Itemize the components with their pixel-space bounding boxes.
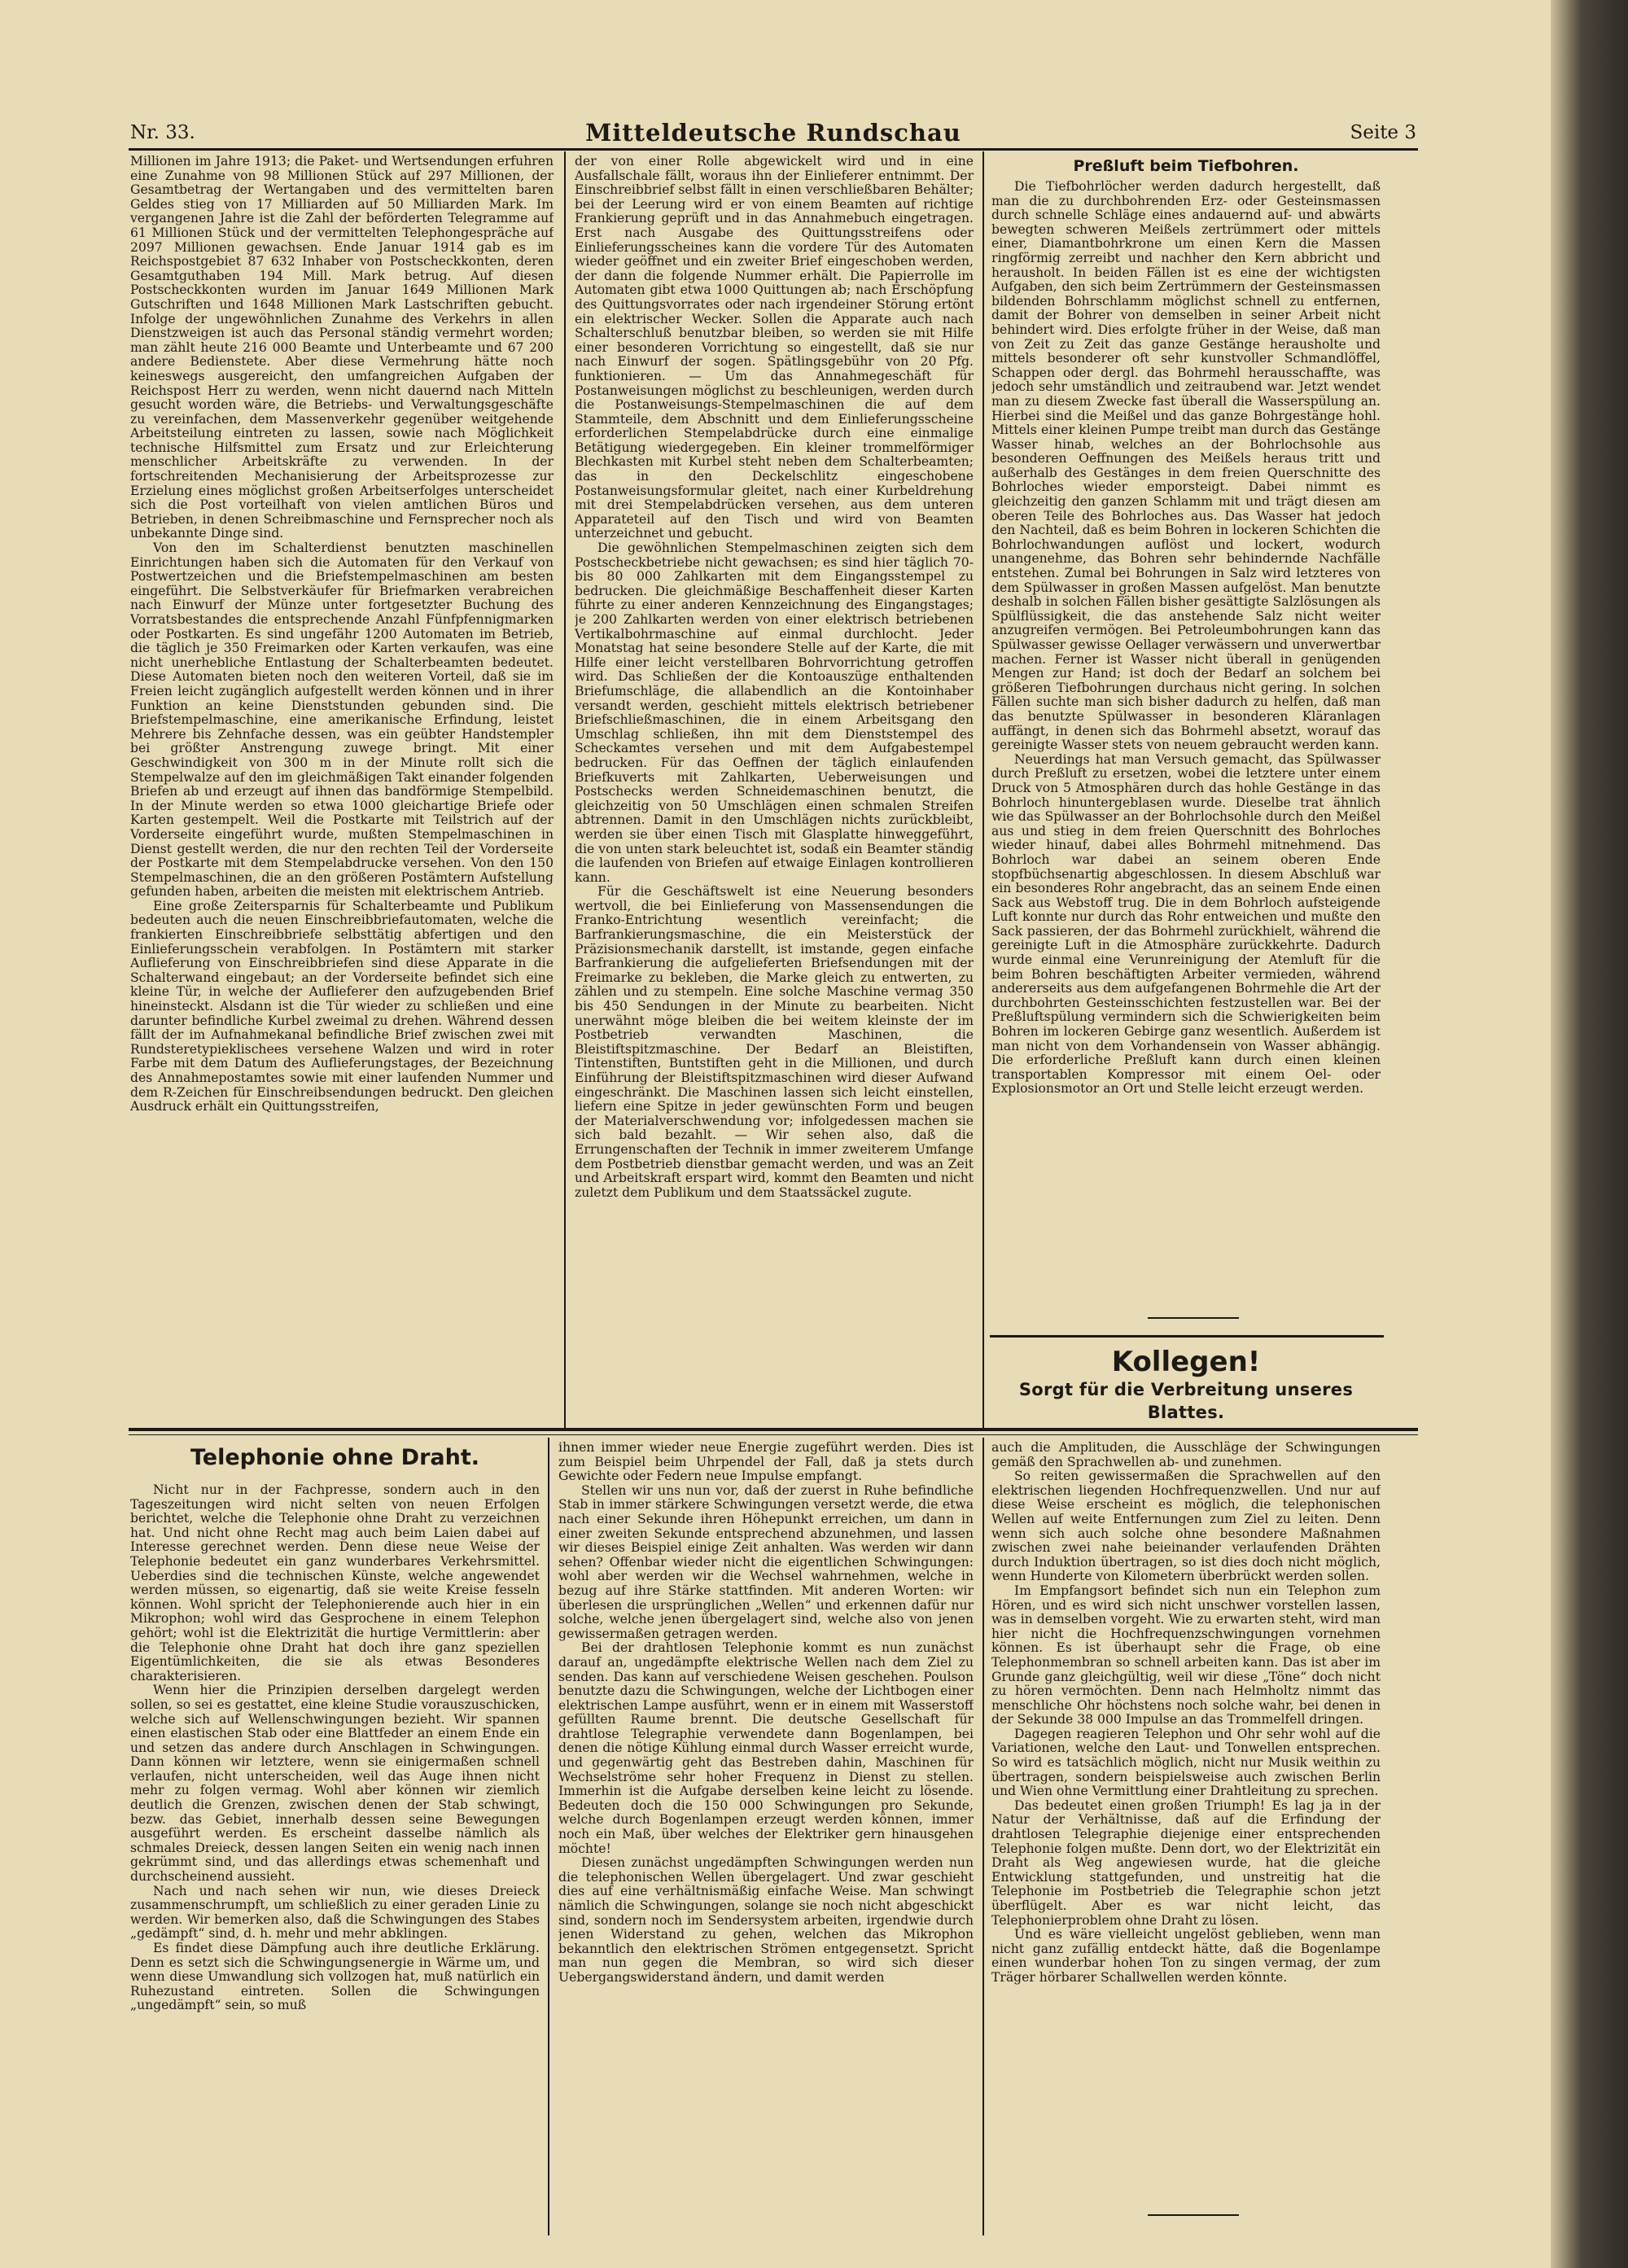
book-binding-edge xyxy=(1551,0,1628,2268)
page-number: Seite 3 xyxy=(1350,122,1416,143)
column-divider xyxy=(548,1438,549,2235)
ad-slogan: Sorgt für die Verbreitung unseres Blattes. xyxy=(1018,1380,1354,1422)
section-rule-thin xyxy=(129,1434,1418,1435)
column-divider xyxy=(564,151,566,1428)
header-rule xyxy=(129,148,1418,151)
advertisement xyxy=(995,1346,1377,1422)
article-column xyxy=(991,1441,1381,2206)
article-headline: Preßluft beim Tiefbohren. xyxy=(1073,157,1299,175)
paragraph: Im Empfangsort befindet sich nun ein Telephon zum Hören, und es wird sich nicht unschwer vorstellen lassen, was in demselben vorgeht. Wie zu erwarten steht, wird man hier nicht die Hochfrequenzschwingungen vornehmen können. Es ist überhaupt sehr die Frage, ob eine Telephonmembran so schnell arbeiten kann. Das ist aber im Grunde ganz gleichgültig, weil wir diese „Töne“ doch nicht zu hören vermöchten. Denn nach Helmholtz nimmt das menschliche Ohr höchstens noch solche wahr, bei denen in der Sekunde 38 000 Impulse an das Trommelfell dringen. xyxy=(991,1583,1381,1727)
paragraph: Nach und nach sehen wir nun, wie dieses Dreieck zusammenschrumpft, um schließlich zu einer geraden Linie zu werden. Wir bemerken also, daß die Schwingungen des Stabes „gedämpft“ sind, d. h. mehr und mehr abklingen. xyxy=(130,1883,540,1942)
article-end-rule xyxy=(1148,1317,1239,1319)
paragraph: ihnen immer wieder neue Energie zugeführt werden. Dies ist zum Beispiel beim Uhrpendel der Fall, daß ja stets durch Gewichte oder Federn neue Impulse empfangt. xyxy=(558,1441,974,1484)
paragraph: Bei der drahtlosen Telephonie kommt es nun zunächst darauf an, ungedämpfte elektrische Wellen nach dem Ziel zu senden. Das kann auf verschiedene Weisen geschehen. Poulson benutzte dazu die Schwingungen, welche der Lichtbogen einer elektrischen Lampe ausführt, wenn er in einem mit Wasserstoff gefüllten Raume brennt. Die deutsche Gesellschaft für drahtlose Telegraphie verwendete dann Bogenlampen, bei denen die nötige Kühlung einmal durch Wasser erreicht wurde, und gegenwärtig geht das Bestreben dahin, Maschinen für Wechselströme sehr hoher Frequenz in Dienst zu stellen. Immerhin ist die Aufgabe derselben keine leicht zu lösende. Bedeuten doch die 150 000 Schwingungen pro Sekunde, welche durch Bogenlampen erzeugt werden können, immer noch ein Maß, über welches der Elektriker gern hinausgehen möchte! xyxy=(558,1640,974,1856)
paragraph: Wenn hier die Prinzipien derselben dargelegt werden sollen, so sei es gestattet, eine kleine Studie vorauszuschicken, welche sich auf Wellenschwingungen bezieht. Wir spannen einen elastischen Stab oder eine Blattfeder an einem Ende ein und setzen das andere durch Anschlagen in Schwingungen. Dann können wir letztere, wenn sie einigermaßen schnell verlaufen, nicht unterscheiden, weil das Auge ihnen nicht mehr zu folgen vermag. Wohl aber können wir ziemlich deutlich die Grenzen, zwischen denen der Stab schwingt, bezw. das Gebiet, innerhalb dessen seine Bewegungen ausgeführt werden. Es erscheint dasselbe nämlich als schmales Dreieck, dessen langen Seiten ein wenig nach innen gekrümmt sind, und das allerdings etwas schemenhaft und durchscheinend aussieht. xyxy=(130,1683,540,1885)
issue-number: Nr. 33. xyxy=(130,122,195,143)
section-rule xyxy=(129,1428,1418,1431)
paragraph: der von einer Rolle abgewickelt wird und in eine Ausfallschale fällt, woraus ihn der Einlieferer entnimmt. Der Einschreibbrief selbst fällt in einen verschließbaren Behälter; bei der Leerung wird er von einem Beamten auf richtige Frankierung geprüft und in das Annahmebuch eingetragen. Erst nach Ausgabe des Quittungsstreifens oder Einlieferungsscheines kann die vordere Tür des Automaten wieder geöffnet und ein zweiter Brief eingeschoben werden, der dann die folgende Nummer erhält. Die Papierrolle im Automaten gibt etwa 1000 Quittungen ab; nach Erschöpfung des Quittungsvorrates oder nach irgendeiner Störung ertönt ein elektrischer Wecker. Sollen die Apparate auch nach Schalterschluß benutzbar bleiben, so werden sie mit Hilfe einer besonderen Vorrichtung so eingestellt, daß sie nur nach Einwurf der sogen. Spätlingsgebühr von 20 Pfg. funktionieren. — Um das Annahmegeschäft für Postanweisungen möglichst zu beschleunigen, werden durch die Postanweisungs-Stempelmaschinen die auf dem Stammteile, dem Abschnitt und dem Einlieferungsscheine erforderlichen Stempelabdrücke durch eine einmalige Betätigung wiedergegeben. Ein kleiner trommelförmiger Blechkasten mit Kurbel steht neben dem Schalterbeamten; das in den Deckelschlitz eingeschobene Postanweisungsformular gleitet, nach einer Kurbeldrehung mit drei Stempelabdrücken versehen, aus dem unteren Apparateteil auf den Tisch und wird von Beamten unterzeichnet und gebucht. xyxy=(575,155,974,541)
article-column xyxy=(991,180,1381,1320)
paragraph: Neuerdings hat man Versuch gemacht, das Spülwasser durch Preßluft zu ersetzen, wobei die letztere unter einem Druck von 5 Atmosphären durch das hohle Gestänge in das Bohrloch hinuntergeblasen wurde. Dieselbe trat ähnlich wie das Spülwasser an der Bohrlochsohle durch den Meißel aus und stieg in dem freien Querschnitt des Bohrloches wieder hinauf, dabei alles Bohrmehl mitnehmend. Das Bohrloch war dabei an seinem oberen Ende stopfbüchsenartig abgeschlossen. In diesem Abschluß war ein besonderes Rohr angebracht, das an seinem Ende einen Sack aus Webstoff trug. Die in dem Bohrloch aufsteigende Luft konnte nur durch das Rohr entweichen und mußte den Sack passieren, der das Bohrmehl zurückhielt, während die gereinigte Luft in die Atmosphäre zurückkehrte. Dadurch wurde einmal eine Verunreinigung der Atemluft für die beim Bohren beschäftigten Arbeiter vermieden, während andererseits aus dem aufgefangenen Bohrmehle die Art der durchbohrten Gesteinsschichten festzustellen war. Bei der Preßluftspülung vermindern sich die Schwierigkeiten beim Bohren im lockeren Gebirge ganz wesentlich. Außerdem ist man nicht von dem Vorhandensein von Wasser abhängig. Die erforderliche Preßluft kann durch einen kleinen transportablen Kompressor mit einem Oel- oder Explosionsmotor an Ort und Stelle leicht erzeugt werden. xyxy=(991,751,1381,1097)
paragraph: Und es wäre vielleicht ungelöst geblieben, wenn man nicht ganz zufällig entdeckt hätte, daß die Bogenlampe einen wunderbar hohen Ton zu singen vermag, der zum Träger hörbarer Schallwellen werden könnte. xyxy=(991,1927,1381,1985)
ad-heading: Kollegen! xyxy=(1111,1346,1261,1378)
paragraph: Eine große Zeitersparnis für Schalterbeamte und Publikum bedeuten auch die neuen Einschreibbriefautomaten, welche die frankierten Einschreibbriefe selbsttätig abfertigen und den Einlieferungsschein verabfolgen. In Postämtern mit starker Auflieferung von Einschreibbriefen sind diese Apparate in die Schalterwand eingebaut; an der Vorderseite befindet sich eine kleine Tür, in welche der Auflieferer den aufzugebenden Brief hineinsteckt. Alsdann ist die Tür wieder zu schließen und eine darunter befindliche Kurbel zweimal zu drehen. Während dessen fällt der im Aufnahmekanal befindliche Brief zwischen zwei mit Rundsteretypieklischees versehene Walzen und wird in roter Farbe mit dem Datum des Auflieferungstages, der Bezeichnung des Annahmepostamtes sowie mit einer laufenden Nummer und dem R-Zeichen für Einschreibsendungen bedruckt. Den gleichen Ausdruck erhält ein Quittungsstreifen, xyxy=(130,898,554,1114)
article-end-rule xyxy=(1148,2214,1239,2216)
paragraph: Für die Geschäftswelt ist eine Neuerung besonders wertvoll, die bei Einlieferung von Massensendungen die Franko-Entrichtung wesentlich vereinfacht; die Barfrankierungsmaschine, die ein Meisterstück der Präzisionsmechanik darstellt, ist imstande, gegen einfache Barfrankierung die aufgelieferten Briefsendungen mit der Freimarke zu bekleben, die Marke gleich zu entwerten, zu zählen und zu stempeln. Eine solche Maschine vermag 350 bis 450 Sendungen in der Minute zu bearbeiten. Nicht unerwähnt möge bleiben die bei weitem kleinste der im Postbetrieb verwandten Maschinen, die Bleistiftspitzmaschine. Der Bedarf an Bleistiften, Tintenstiften, Buntstiften geht in die Millionen, und durch Einführung der Bleistiftspitzmaschinen wird dieser Aufwand eingeschränkt. Die Maschinen lassen sich leicht einstellen, liefern eine Spitze in jeder gewünschten Form und beugen der Materialverschwendung vor; infolgedessen machen sie sich bald bezahlt. — Wir sehen also, daß die Errungenschaften der Technik in immer zweiterem Umfange dem Postbetrieb dienstbar gemacht werden, und was an Zeit und Arbeitskraft erspart wird, kommt den Beamten und nicht zuletzt dem Publikum und dem Staatssäckel zugute. xyxy=(575,884,974,1200)
paragraph: Das bedeutet einen großen Triumph! Es lag ja in der Natur der Verhältnisse, daß auf die Erfindung der drahtlosen Telegraphie diejenige einer entsprechenden Telephonie folgen mußte. Denn dort, wo der Elektrizität ein Draht als Weg angewiesen wurde, hat die gleiche Entwicklung stattgefunden, und unstreitig hat die Telephonie im Postbetrieb die Telegraphie schon jetzt überflügelt. Aber es war nicht leicht, das Telephonierproblem ohne Draht zu lösen. xyxy=(991,1797,1381,1928)
article-column xyxy=(558,1441,974,2234)
column-divider xyxy=(982,1438,984,2235)
paragraph: Die Tiefbohrlöcher werden dadurch hergestellt, daß man die zu durchbohrenden Erz- oder Gesteinsmassen durch schnelle Schläge eines andauernd auf- und abwärts bewegten schweren Meißels zertrümmert oder mittels einer, Diamantbohrkrone um einen Kern die Massen ringförmig zerreibt und nachher den Kern abbricht und herausholt. In beiden Fällen ist es eine der wichtigsten Aufgaben, den sich beim Zertrümmern der Gesteinsmassen bildenden Bohrschlamm möglichst schnell zu entfernen, damit der Bohrer von demselben in seiner Arbeit nicht behindert wird. Dies erfolgte früher in der Weise, daß man von Zeit zu Zeit das ganze Gestänge herausholte und mittels besonderer oft sehr kunstvoller Schmandlöffel, Schappen oder dergl. das Bohrmehl herausschaffte, was jedoch sehr umständlich und zeitraubend war. Jetzt wendet man zu diesem Zwecke fast überall die Wasserspülung an. Hierbei sind die Meißel und das ganze Bohrgestänge hohl. Mittels einer kleinen Pumpe treibt man durch das Gestänge Wasser hinab, welches an der Bohrlochsohle aus besonderen Oeffnungen des Meißels heraus tritt und außerhalb des Gestänges in dem freien Querschnitte des Bohrloches wieder emporsteigt. Dabei nimmt es gleichzeitig den ganzen Schlamm mit und trägt diesen am oberen Teile des Bohrloches aus. Das Wasser hat jedoch den Nachteil, daß es beim Bohren in lockeren Schichten die Bohrlochwandungen auflöst und lockert, wodurch unangenehme, das Bohren sehr behindernde Nachfälle entstehen. Zumal bei Bohrungen in Salz wird letzteres von dem Spülwasser in großen Massen aufgelöst. Man benutzte deshalb in solchen Fällen bisher gesättigte Salzlösungen als Spülflüssigkeit, die das anstehende Salz nicht weiter anzugreifen vermögen. Bei Petroleumbohrungen kann das Spülwasser gewisse Oellager verwässern und unverwertbar machen. Ferner ist Wasser nicht überall in genügenden Mengen zur Hand; ist doch der Bedarf an solchem bei größeren Tiefbohrungen durchaus nicht gering. In solchen Fällen suchte man sich bisher dadurch zu helfen, daß man das benutzte Spülwasser in besonderen Kläranlagen auffängt, in denen sich das Bohrmehl absetzt, worauf das gereinigte Wasser stets von neuem gebraucht werden kann. xyxy=(991,180,1381,753)
paragraph: Stellen wir uns nun vor, daß der zuerst in Ruhe befindliche Stab in immer stärkere Schwingungen versetzt werde, die etwa nach einer Sekunde ihren Höhepunkt erreichen, um dann in einer zweiten Sekunde entsprechend abzunehmen, und lassen wir dieses Beispiel einige Zeit anhalten. Was werden wir dann sehen? Offenbar wieder nicht die eigentlichen Schwingungen: wohl aber werden wir die Wechsel wahrnehmen, welche in bezug auf ihre Stärke stattfinden. Mit anderen Worten: wir überlesen die ursprünglichen „Wellen“ und erkennen dafür nur solche, welche jenen übergelagert sind, welche also von jenen gewissermaßen getragen werden. xyxy=(558,1482,974,1641)
article-headline: Telephonie ohne Draht. xyxy=(190,1445,480,1470)
article-column xyxy=(130,155,554,1425)
paragraph: Diesen zunächst ungedämpften Schwingungen werden nun die telephonischen Wellen übergelagert. Und zwar geschieht dies auf eine verhältnismäßig einfache Weise. Man schwingt nämlich die Schwingungen, solange sie noch nicht abgeschickt sind, sondern noch im Sendersystem arbeiten, irgendwie durch jenen Widerstand zu gehen, welchen das Mikrophon bekanntlich den elektrischen Strömen entgegensetzt. Spricht man nun gegen die Membran, so wird sich dieser Uebergangswiderstand ändern, und damit werden xyxy=(558,1855,974,1985)
newspaper-title: Mitteldeutsche Rundschau xyxy=(585,119,961,147)
page-header xyxy=(130,119,1416,151)
paragraph: Von den im Schalterdienst benutzten maschinellen Einrichtungen haben sich die Automaten für den Verkauf von Postwertzeichen und die Briefstempelmaschinen am besten eingeführt. Die Selbstverkäufer für Briefmarken verabreichen nach Einwurf der Münze unter fortgesetzter Buchung des Vorratsbestandes die entsprechende Anzahl Fünfpfennigmarken oder Postkarten. Es sind ungefähr 1200 Automaten im Betrieb, die täglich je 350 Freimarken oder Karten verkaufen, was eine nicht unerhebliche Entlastung der Schalterbeamten bedeutet. Diese Automaten bieten noch den weiteren Vorteil, daß sie im Freien leicht zugänglich aufgestellt werden können und in ihrer Funktion an keine Dienststunden gebunden sind. Die Briefstempelmaschine, eine amerikanische Erfindung, leistet Mehrere bis Zehnfache dessen, was ein geübter Handstempler bei größter Anstrengung zuwege bringt. Mit einer Geschwindigkeit von 300 m in der Minute rollt sich die Stempelwalze auf den im gleichmäßigen Takt einander folgenden Briefen ab und erzeugt auf ihnen das bandförmige Stempelbild. In der Minute werden so etwa 1000 gleichartige Briefe oder Karten gestempelt. Weil die Postkarte mit Teilstrich auf der Vorderseite eingeführt wurde, mußten Stempelmaschinen in Dienst gestellt werden, die nur den rechten Teil der Vorderseite der Postkarte mit dem Stempelabdrucke versehen. Von den 150 Stempelmaschinen, die an den größeren Postämtern Aufstellung gefunden haben, arbeiten die meisten mit elektrischem Antrieb. xyxy=(130,541,554,900)
paragraph: Die gewöhnlichen Stempelmaschinen zeigten sich dem Postscheckbetriebe nicht gewachsen; es sind hier täglich 70- bis 80 000 Zahlkarten mit dem Eingangsstempel zu bedrucken. Die gleichmäßige Beschaffenheit dieser Karten führte zu einer anderen Kennzeichnung des Eingangstages; je 200 Zahlkarten werden von einer elektrisch betriebenen Vertikalbohrmaschine auf einmal durchlocht. Jeder Monatstag hat seine besondere Stelle auf der Karte, die mit Hilfe einer leicht verstellbaren Bohrvorrichtung getroffen wird. Das Schließen der die Kontoauszüge enthaltenden Briefumschläge, die allabendlich an die Kontoinhaber versandt werden, geschieht mittels elektrisch betriebener Briefschließmaschinen, die in einem Arbeitsgang den Umschlag schließen, ihn mit dem Dienststempel des Scheckamtes versehen und mit dem Aufgabestempel bedrucken. Für das Oeffnen der täglich einlaufenden Briefkuverts mit Zahlkarten, Ueberweisungen und Postschecks werden Schneidemaschinen benutzt, die gleichzeitig von 50 Umschlägen einen schmalen Streifen abtrennen. Damit in den Umschlägen nichts zurückbleibt, werden sie über einen Tisch mit Glasplatte hinweggeführt, die von unten stark beleuchtet ist, sodaß ein Beamter ständig die laufenden von Briefen auf etwaige Einlagen kontrollieren kann. xyxy=(575,541,974,885)
paragraph: auch die Amplituden, die Ausschläge der Schwingungen gemäß den Sprachwellen ab- und zunehmen. xyxy=(991,1441,1381,1469)
paragraph: Dagegen reagieren Telephon und Ohr sehr wohl auf die Variationen, welche den Laut- und Tonwellen entsprechen. So wird es tatsächlich möglich, nicht nur Musik weithin zu übertragen, sondern beispielsweise auch zwischen Berlin und Wien ohne Vermittlung einer Drahtleitung zu sprechen. xyxy=(991,1726,1381,1799)
paragraph: So reiten gewissermaßen die Sprachwellen auf den elektrischen liegenden Hochfrequenzwellen. Und nur auf diese Weise erscheint es möglich, die telephonischen Wellen auf weite Entfernungen zum Ziel zu leiten. Denn wenn sich auch solche ohne besondere Maßnahmen zwischen zwei nahe beieinander verlaufenden Drähten durch Induktion übertragen, so ist dies doch nicht möglich, wenn Hunderte von Kilometern überbrückt werden sollen. xyxy=(991,1469,1381,1584)
paragraph: Es findet diese Dämpfung auch ihre deutliche Erklärung. Denn es setzt sich die Schwingungsenergie in Wärme um, und wenn diese Umwandlung sich vollzogen hat, muß natürlich ein Ruhezustand eintreten. Sollen die Schwingungen „ungedämpft“ sein, so muß xyxy=(130,1941,540,2013)
article-column xyxy=(575,155,974,1425)
article-column xyxy=(130,1483,540,2234)
ad-rule xyxy=(990,1335,1384,1338)
column-divider xyxy=(982,151,984,1428)
paragraph: Millionen im Jahre 1913; die Paket- und Wertsendungen erfuhren eine Zunahme von 98 Millionen Stück auf 297 Millionen, der Gesamtbetrag der Wertangaben und des vermittelten baren Geldes stieg von 17 Milliarden auf 50 Milliarden Mark. Im vergangenen Jahre ist die Zahl der beförderten Telegramme auf 61 Millionen Stück und der vermittelten Telephongespräche auf 2097 Millionen gewachsen. Ende Januar 1914 gab es im Reichspostgebiet 87 632 Inhaber von Postscheckkonten, deren Gesamtguthaben 194 Mill. Mark betrug. Auf diesen Postscheckkonten wurden im Januar 1649 Millionen Mark Gutschriften und 1648 Millionen Mark Lastschriften gebucht. Infolge der ungewöhnlichen Zunahme des Verkehrs in allen Dienstzweigen ist auch das Personal ständig vermehrt worden; man zählt heute 216 000 Beamte und Unterbeamte und 67 200 andere Bedienstete. Aber diese Vermehrung hätte noch keineswegs ausgereicht, den umfangreichen Aufgaben der Reichspost Herr zu werden, wenn nicht dauernd nach Mitteln gesucht worden wäre, die Betriebs- und Verwaltungsgeschäfte zu vereinfachen, dem Massenverkehr gegenüber weitgehende Arbeitsteilung eintreten zu lassen, sowie nach Möglichkeit technische Hilfsmittel zum Ersatz und zur Erleichterung menschlicher Arbeitskräfte zu verwenden. In der fortschreitenden Mechanisierung der Arbeitsprozesse zur Erzielung eines möglichst großen Arbeitserfolges unterscheidet sich die Post vorteilhaft von vielen amtlichen Büros und Betrieben, in denen Schreibmaschine und Fernsprecher noch als unbekannte Dinge sind. xyxy=(130,155,554,541)
paragraph: Nicht nur in der Fachpresse, sondern auch in den Tageszeitungen wird nicht selten von neuen Erfolgen berichtet, welche die Telephonie ohne Draht zu verzeichnen hat. Und nicht ohne Recht mag auch beim Laien dabei auf Interesse gerechnet werden. Denn diese neue Weise der Telephonie bedeutet ein ganz wunderbares Verkehrsmittel. Ueberdies sind die technischen Künste, welche angewendet werden müssen, so eigenartig, daß sie weite Kreise fesseln können. Wohl spricht der Telephonierende auch hier in ein Mikrophon; wohl wird das Gesprochene in einem Telephon gehört; wohl ist die Elektrizität die hurtige Vermittlerin: aber die Telephonie ohne Draht hat doch ihre ganz speziellen Eigentümlichkeiten, die sie als etwas Besonderes charakterisieren. xyxy=(130,1483,540,1683)
